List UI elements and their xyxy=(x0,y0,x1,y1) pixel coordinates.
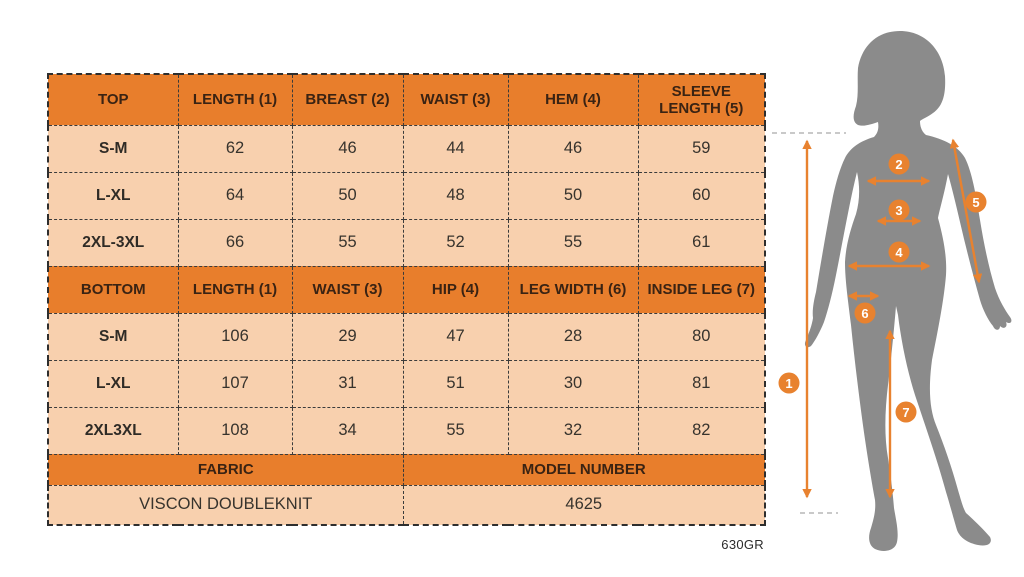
size-label-cell: 2XL3XL xyxy=(48,407,178,454)
value-cell: 48 xyxy=(403,172,508,219)
badge-6-label: 6 xyxy=(861,306,869,321)
value-cell: 32 xyxy=(508,407,638,454)
value-cell: 31 xyxy=(292,360,403,407)
column-header-cell: BREAST (2) xyxy=(292,74,403,125)
value-cell: 30 xyxy=(508,360,638,407)
value-cell: 51 xyxy=(403,360,508,407)
value-cell: 81 xyxy=(638,360,765,407)
value-cell: 82 xyxy=(638,407,765,454)
value-cell: 107 xyxy=(178,360,292,407)
value-cell: 4625 xyxy=(403,485,765,525)
column-header-cell: INSIDE LEG (7) xyxy=(638,266,765,313)
column-header-cell: WAIST (3) xyxy=(292,266,403,313)
size-label-cell: 2XL-3XL xyxy=(48,219,178,266)
column-header-cell: LENGTH (1) xyxy=(178,266,292,313)
value-cell: 55 xyxy=(403,407,508,454)
badge-1-label: 1 xyxy=(785,376,793,391)
value-cell: 106 xyxy=(178,313,292,360)
value-cell: 44 xyxy=(403,125,508,172)
size-label-cell: L-XL xyxy=(48,360,178,407)
value-cell: 59 xyxy=(638,125,765,172)
value-cell: 66 xyxy=(178,219,292,266)
size-label-cell: S-M xyxy=(48,313,178,360)
value-cell: 46 xyxy=(292,125,403,172)
badge-4-label: 4 xyxy=(895,245,903,260)
woman-silhouette xyxy=(805,31,1011,551)
value-cell: 55 xyxy=(508,219,638,266)
column-header-cell: WAIST (3) xyxy=(403,74,508,125)
fabric-weight-label: 630GR xyxy=(721,537,764,552)
value-cell: 62 xyxy=(178,125,292,172)
column-header-cell: MODEL NUMBER xyxy=(403,454,765,485)
badge-3-label: 3 xyxy=(895,203,903,218)
value-cell: 108 xyxy=(178,407,292,454)
column-header-cell: FABRIC xyxy=(48,454,403,485)
badge-5-label: 5 xyxy=(972,195,980,210)
size-label-cell: S-M xyxy=(48,125,178,172)
badge-7-label: 7 xyxy=(902,405,910,420)
value-cell: VISCON DOUBLEKNIT xyxy=(48,485,403,525)
column-header-cell: HIP (4) xyxy=(403,266,508,313)
column-header-cell: BOTTOM xyxy=(48,266,178,313)
value-cell: 50 xyxy=(292,172,403,219)
value-cell: 47 xyxy=(403,313,508,360)
value-cell: 60 xyxy=(638,172,765,219)
value-cell: 34 xyxy=(292,407,403,454)
value-cell: 52 xyxy=(403,219,508,266)
value-cell: 29 xyxy=(292,313,403,360)
column-header-cell: SLEEVE LENGTH (5) xyxy=(638,74,765,125)
value-cell: 55 xyxy=(292,219,403,266)
value-cell: 61 xyxy=(638,219,765,266)
column-header-cell: HEM (4) xyxy=(508,74,638,125)
value-cell: 80 xyxy=(638,313,765,360)
badge-2-label: 2 xyxy=(895,157,903,172)
value-cell: 46 xyxy=(508,125,638,172)
value-cell: 50 xyxy=(508,172,638,219)
value-cell: 28 xyxy=(508,313,638,360)
column-header-cell: TOP xyxy=(48,74,178,125)
column-header-cell: LEG WIDTH (6) xyxy=(508,266,638,313)
column-header-cell: LENGTH (1) xyxy=(178,74,292,125)
value-cell: 64 xyxy=(178,172,292,219)
size-label-cell: L-XL xyxy=(48,172,178,219)
